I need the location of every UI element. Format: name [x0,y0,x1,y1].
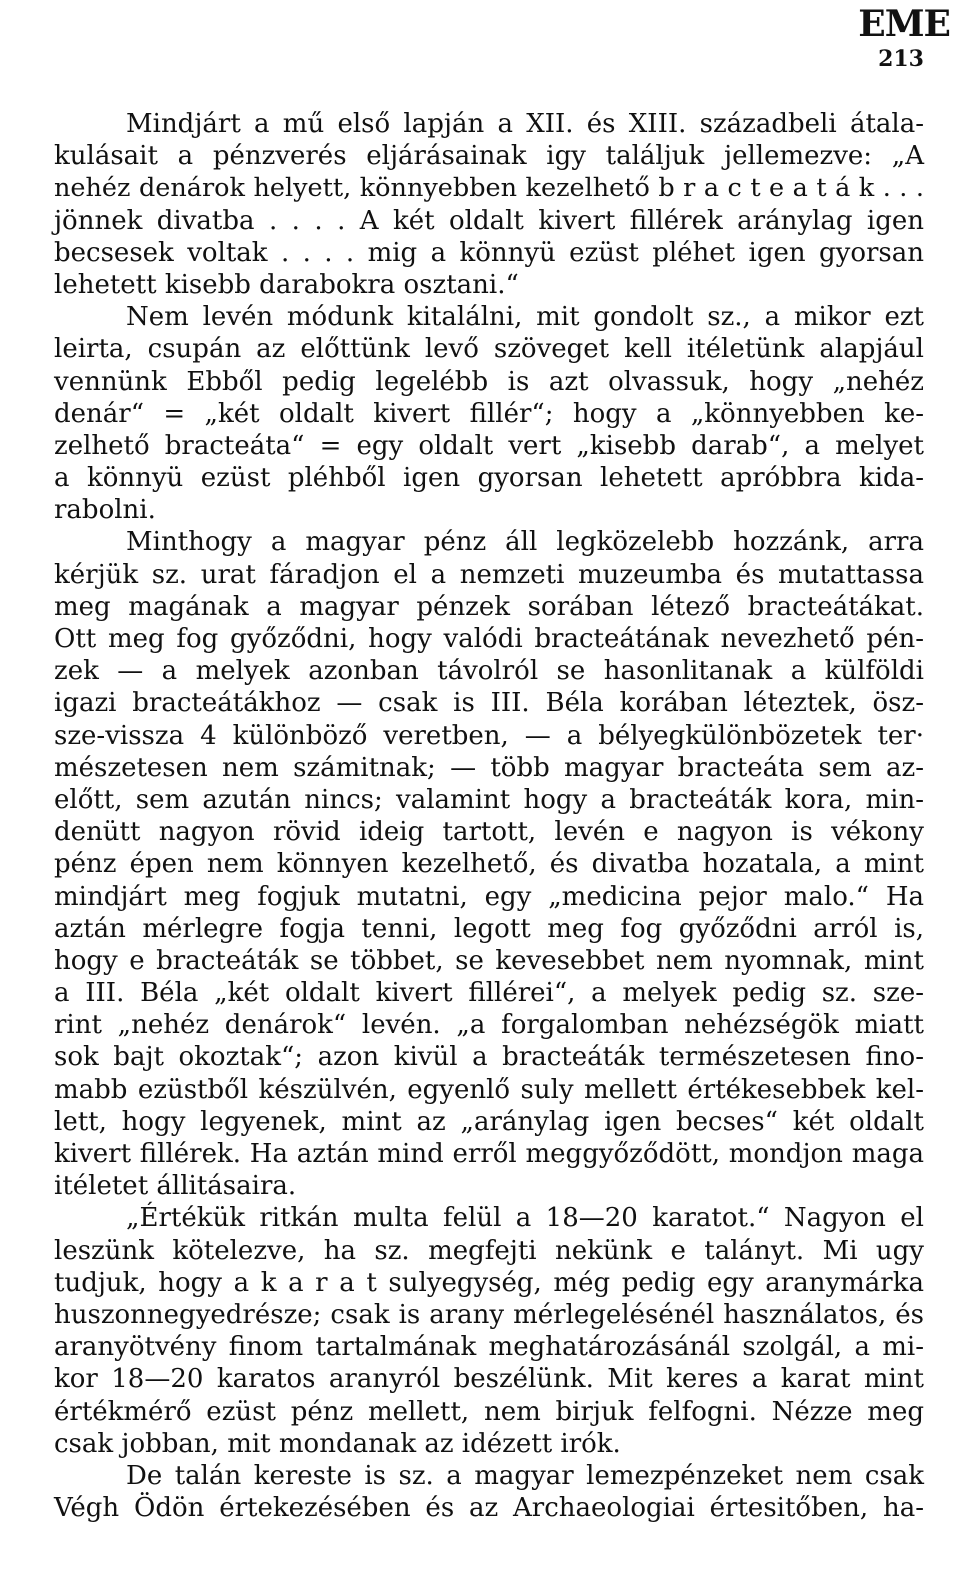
text-line: mabb ezüstből készülvén, egyenlő suly mellett értékesebbek kel- [54,1074,924,1105]
text-line: mindjárt meg fogjuk mutatni, egy „medicina pejor malo.“ Ha [54,881,924,912]
text-line: „Értékük ritkán multa felül a 18—20 karatot.“ Nagyon el [126,1203,924,1234]
text-line: hogy e bracteáták se többet, se kevesebbet nem nyomnak, mint [54,945,924,976]
text-line: értékmérő ezüst pénz mellett, nem birjuk felfogni. Nézze meg [54,1396,924,1427]
text-line: Végh Ödön értekezésében és az Archaeologiai értesitőben, ha- [54,1493,924,1524]
text-line: leszünk kötelezve, ha sz. megfejti nekünk e talányt. Mi ugy [54,1235,924,1266]
text-line: De talán kereste is sz. a magyar lemezpénzeket nem csak [126,1460,924,1491]
text-line: kor 18—20 karatos aranyról beszélünk. Mit keres a karat mint [54,1364,924,1395]
text-line: Ott meg fog győződni, hogy valódi bracteátának nevezhető pén- [54,624,924,654]
text-line: meg magának a magyar pénzek sorában létező bracteátákat. [54,591,924,622]
text-line: kulásait a pénzverés eljárásainak igy találjuk jellemezve: „A [54,141,924,172]
text-line: sok bajt okoztak“; azon kivül a bracteáták természetesen fino- [54,1042,924,1073]
text-line: jönnek divatba . . . . A két oldalt kivert fillérek aránylag igen [54,205,924,236]
text-line: előtt, sem azután nincs; valamint hogy a bracteáták kora, min- [54,784,924,815]
text-line: zek — a melyek azonban távolról se hasonlitanak a külföldi [54,656,924,687]
text-line: Mindjárt a mű első lapján a XII. és XIII. századbeli átala- [126,109,924,139]
text-line: Nem levén módunk kitalálni, mit gondolt sz., a mikor ezt [126,302,924,333]
text-line: kivert fillérek. Ha aztán mind erről meggyőződött, mondjon maga [54,1139,924,1169]
text-line: rabolni. [54,495,156,526]
text-line: becsesek voltak . . . . mig a könnyü ezüst pléhet igen gyorsan [54,237,924,268]
text-line: vennünk Ebből pedig legelébb is azt olvassuk, hogy „nehéz [54,366,924,397]
text-line: itéletet állitásaira. [54,1171,297,1202]
text-line: leirta, csupán az előttünk levő szöveget kell itéletünk alapjául [54,334,924,365]
text-line: denár“ = „két oldalt kivert fillér“; hogy a „könnyebben ke- [54,398,924,429]
publisher-logo: EME [858,3,950,45]
body-text [54,108,924,1524]
text-line: a III. Béla „két oldalt kivert fillérei“, a melyek pedig sz. sze- [54,978,924,1009]
text-line: aztán mérlegre fogja tenni, legott meg fog győződni arról is, [54,913,924,944]
text-line: denütt nagyon rövid ideig tartott, levén e nagyon is vékony [54,817,924,848]
text-line: lett, hogy legyenek, mint az „aránylag igen becses“ két oldalt [54,1106,924,1137]
text-line: tudjuk, hogy a k a r a t sulyegység, még pedig egy aranymárka [54,1267,924,1298]
text-line: aranyötvény finom tartalmának meghatározásánál szolgál, a mi- [54,1332,924,1363]
text-line: a könnyü ezüst pléhből igen gyorsan lehetett apróbbra kida- [54,463,924,494]
text-line: rint „nehéz denárok“ levén. „a forgalomban nehézségök miatt [54,1010,924,1041]
text-line: kérjük sz. urat fáradjon el a nemzeti muzeumba és mutattassa [54,559,924,590]
text-line: zelhető bracteáta“ = egy oldalt vert „kisebb darab“, a melyet [54,430,924,461]
text-line: huszonnegyedrésze; csak is arany mérlegelésénél használatos, és [54,1299,924,1330]
text-line: csak jobban, mit mondanak az idézett irók. [54,1428,621,1459]
text-line: nehéz denárok helyett, könnyebben kezelhető b r a c t e a t á k . . . [54,173,924,204]
text-line: Minthogy a magyar pénz áll legközelebb hozzánk, arra [126,527,924,558]
text-line: mészetesen nem számitnak; — több magyar bracteáta sem az- [54,752,924,783]
text-line: lehetett kisebb darabokra osztani.“ [54,269,519,300]
page-number: 213 [878,46,924,72]
text-line: sze-vissza 4 különböző veretben, — a bélyegkülönbözetek ter· [54,720,924,751]
text-line: igazi bracteátákhoz — csak is III. Béla korában léteztek, ösz- [54,688,924,719]
text-line: pénz épen nem könnyen kezelhető, és divatba hozatala, a mint [54,849,924,880]
